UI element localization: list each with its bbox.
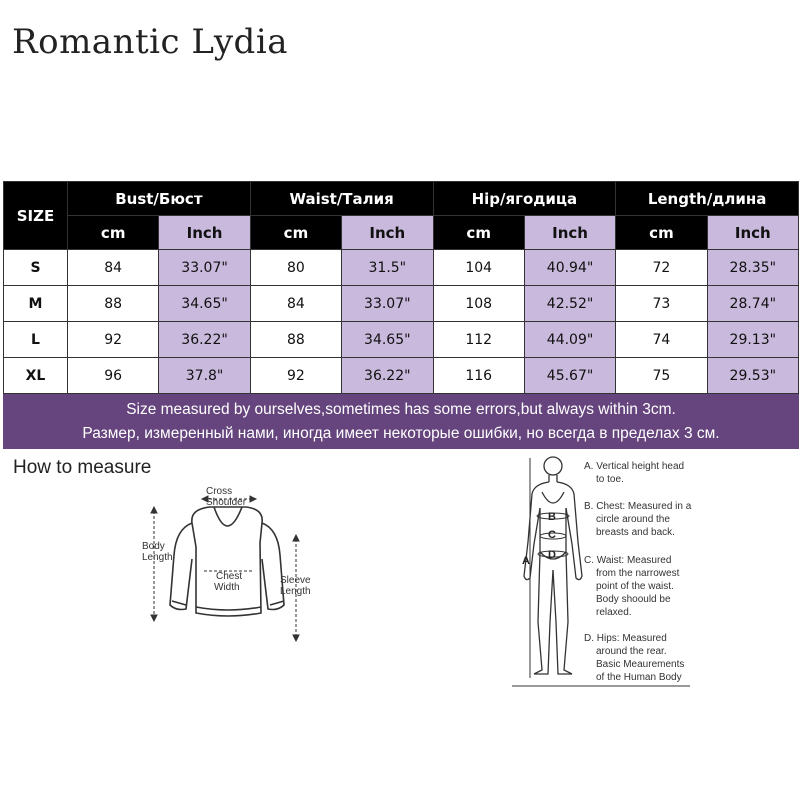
table-cell: 84 [68,250,159,286]
how-to-measure-title: How to measure [13,457,152,478]
table-cell: 74 [616,322,707,358]
group-header-bust: Bust/Бюст [68,182,251,216]
group-header-length: Length/длина [616,182,799,216]
unit-inch-header: Inch [707,216,798,250]
size-label: XL [4,358,68,394]
table-cell: 44.09" [524,322,615,358]
table-cell: 108 [433,286,524,322]
table-cell: 28.74" [707,286,798,322]
unit-header-row [4,216,799,250]
table-cell: 34.65" [342,322,433,358]
table-cell: 31.5" [342,250,433,286]
table-cell: 33.07" [159,250,250,286]
table-cell: 116 [433,358,524,394]
table-row [4,286,799,322]
body-letter-b: B [548,511,556,523]
table-cell: 96 [68,358,159,394]
chest-width-label: Chest Width [214,571,243,593]
table-cell: 37.8" [159,358,250,394]
human-figure-icon [524,457,582,674]
table-row [4,358,799,394]
size-chart-table [3,181,799,394]
table-cell: 112 [433,322,524,358]
unit-inch-header: Inch [342,216,433,250]
table-cell: 104 [433,250,524,286]
unit-cm-header: cm [68,216,159,250]
table-cell: 29.53" [707,358,798,394]
table-cell: 45.67" [524,358,615,394]
table-cell: 75 [616,358,707,394]
unit-inch-header: Inch [159,216,250,250]
table-cell: 92 [68,322,159,358]
table-cell: 33.07" [342,286,433,322]
measurement-notice-banner [3,394,799,449]
table-row [4,250,799,286]
note-b: B. Chest: Measured in a circle around the breasts and back. [584,501,692,538]
notice-line-english: Size measured by ourselves,sometimes has some errors,but always within 3cm. [126,401,676,418]
unit-cm-header: cm [250,216,341,250]
brand-logo: Romantic Lydia [12,22,288,62]
group-header-waist: Waist/Талия [250,182,433,216]
size-label: S [4,250,68,286]
table-cell: 80 [250,250,341,286]
unit-cm-header: cm [616,216,707,250]
table-cell: 72 [616,250,707,286]
body-measure-diagram [510,452,710,692]
note-c: C. Waist: Measured from the narrowest point of the waist. Body shoould be relaxed. [584,555,680,618]
group-header-hip: Hip/ягодица [433,182,616,216]
note-d: D. Hips: Measured around the rear. Basic Meaurements of the Human Body [584,633,685,683]
table-cell: 42.52" [524,286,615,322]
body-length-label: Body Length [142,541,173,563]
table-cell: 28.35" [707,250,798,286]
table-cell: 92 [250,358,341,394]
table-header-row [4,182,799,216]
garment-measure-diagram [130,485,330,645]
sleeve-length-label: Sleeve Length [280,575,311,597]
body-letter-c: C [548,529,556,541]
body-letter-a: A [522,555,530,567]
unit-inch-header: Inch [524,216,615,250]
table-row [4,322,799,358]
table-cell: 36.22" [342,358,433,394]
table-cell: 84 [250,286,341,322]
body-letter-d: D [548,549,556,561]
table-cell: 73 [616,286,707,322]
table-cell: 36.22" [159,322,250,358]
size-label: M [4,286,68,322]
table-cell: 88 [250,322,341,358]
size-header: SIZE [4,182,68,250]
notice-line-russian: Размер, измеренный нами, иногда имеет некоторые ошибки, но всегда в пределах 3 см. [82,425,720,442]
table-cell: 88 [68,286,159,322]
table-cell: 40.94" [524,250,615,286]
unit-cm-header: cm [433,216,524,250]
note-a: A. Vertical height head to toe. [584,461,685,485]
sweater-outline-icon [170,507,284,616]
table-cell: 29.13" [707,322,798,358]
table-cell: 34.65" [159,286,250,322]
cross-shoulder-label: Cross Shoulder [206,486,247,508]
size-label: L [4,322,68,358]
